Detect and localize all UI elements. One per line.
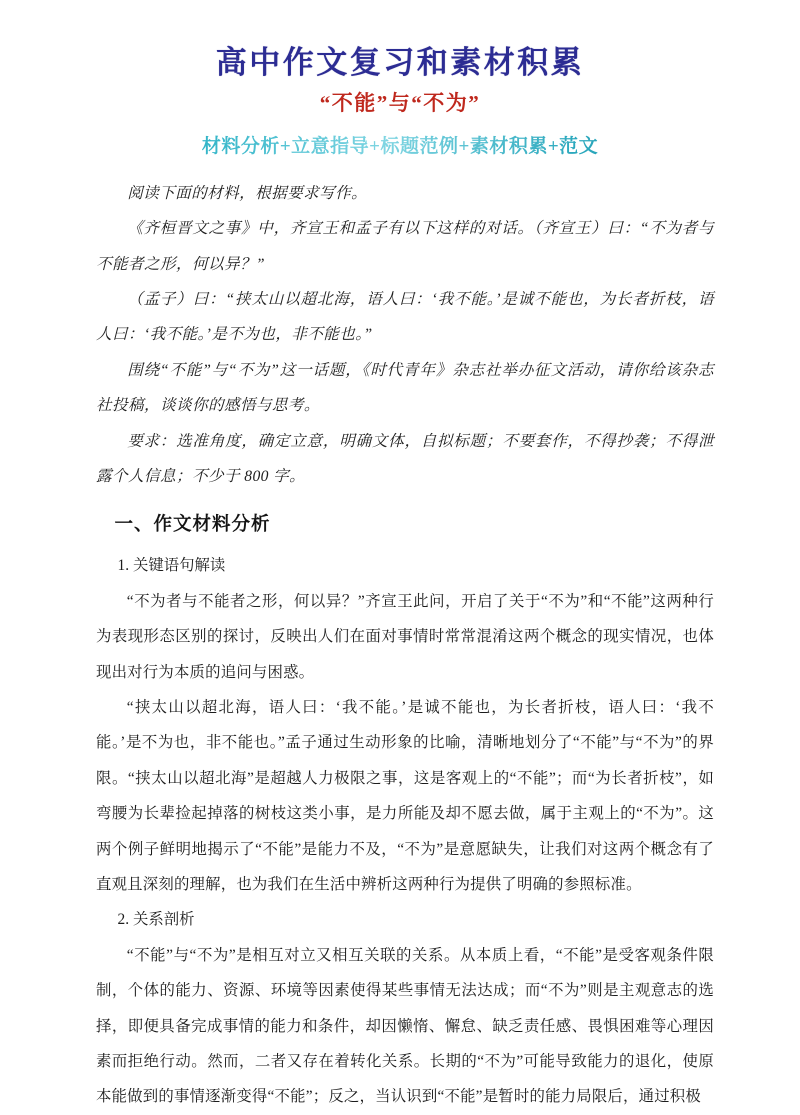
document-subtitle: “不能”与“不为” [319, 90, 481, 115]
prompt-instruction: 阅读下面的材料，根据要求写作。 [127, 184, 368, 202]
document-body [0, 172, 800, 1115]
sub-heading-relationship: 2. 关系剖析 [117, 911, 195, 929]
analysis-paragraph: “挟太山以超北海，语人曰：‘我不能。’是诚不能也，为长者折枝，语人曰：‘我不能。’是不为也，非不能也。”孟子通过生动形象的比喻，清晰地划分了“不能”与“不为”的界限。“挟太山以超北海”是超越人力极限之事，这是客观上的“不能”；而“为长者折枝”，如弯腰为长辈捡起掉落的树枝这类小事，是力所能及却不愿去做，属于主观上的“不为”。这两个例子鲜明地揭示了“不能”是能力不及，“不为”是意愿缺失，让我们对这两个概念有了直观且深刻的理解，也为我们在生活中辨析这两种行为提供了明确的参照标准。 [96, 699, 714, 894]
analysis-paragraph: “不为者与不能者之形，何以异？”齐宣王此问，开启了关于“不为”和“不能”这两种行为表现形态区别的探讨，反映出人们在面对事情时常常混淆这两个概念的现实情况，也体现出对行为本质的追问与困惑。 [96, 592, 714, 681]
prompt-task: 围绕“不能”与“不为”这一话题，《时代青年》杂志社举办征文活动，请你给该杂志社投稿，谈谈你的感悟与思考。 [96, 361, 714, 415]
section-heading-material-analysis: 一、作文材料分析 [114, 515, 271, 536]
document-tagline: 材料分析+立意指导+标题范例+素材积累+范文 [0, 135, 800, 160]
analysis-paragraph: “不能”与“不为”是相互对立又相互关联的关系。从本质上看，“不能”是受客观条件限制，个体的能力、资源、环境等因素使得某些事情无法达成；而“不为”则是主观意志的选择，即便具备完成事情的能力和条件，却因懒惰、懈怠、缺乏责任感、畏惧困难等心理因素而拒绝行动。然而，二者又存在着转化关系。长期的“不为”可能导致能力的退化，使原本能做到的事情逐渐变得“不能”；反之，当认识到“不能”是暂时的能力局限后，通过积极 [96, 946, 714, 1106]
page-title: 高中作文复习和素材积累 [215, 45, 585, 80]
sub-heading-key-sentence: 1. 关键语句解读 [117, 557, 226, 575]
prompt-quote-1: 《齐桓晋文之事》中，齐宣王和孟子有以下这样的对话。（齐宣王）曰：“不为者与不能者之形，何以异？” [96, 220, 714, 273]
prompt-requirements: 要求：选准角度，确定立意，明确文体，自拟标题；不要套作，不得抄袭；不得泄露个人信息；不少于 800 字。 [96, 432, 714, 485]
prompt-quote-2: （孟子）曰：“挟太山以超北海，语人曰：‘我不能。’是诚不能也，为长者折枝，语人曰：‘我不能。’是不为也，非不能也。” [96, 290, 714, 344]
title-block [0, 0, 800, 160]
